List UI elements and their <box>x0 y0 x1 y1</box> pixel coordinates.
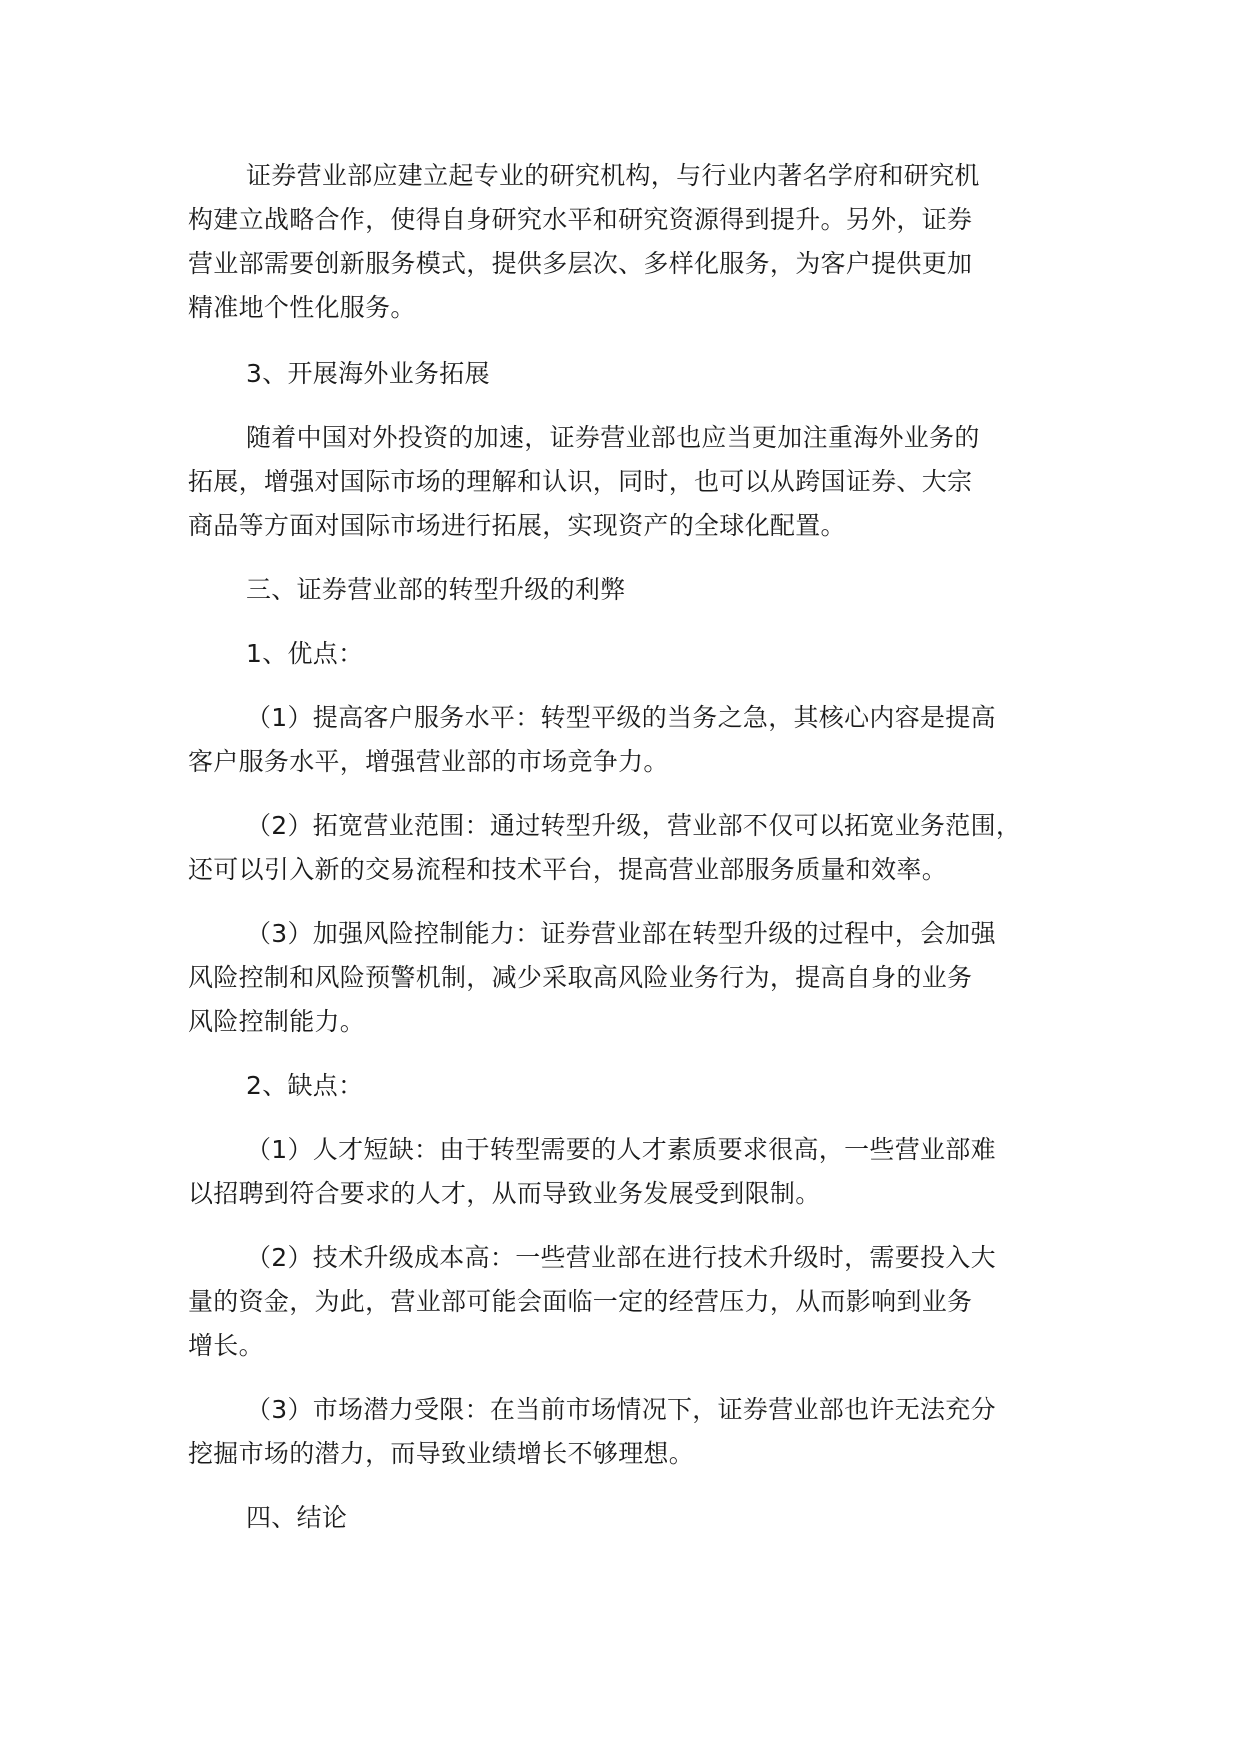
paragraph-advantage-3: （3）加强风险控制能力：证券营业部在转型升级的过程中，会加强 风险控制和风险预警机制，减少采取高风险业务行为，提高自身的业务 风险控制能力。 <box>188 919 996 1036</box>
paragraph-disadvantage-3: （3）市场潜力受限：在当前市场情况下，证券营业部也许无法充分 挖掘市场的潜力，而导致业绩增长不够理想。 <box>188 1395 996 1468</box>
heading-disadvantages: 2、缺点： <box>246 1071 364 1100</box>
paragraph-advantage-2: （2）拓宽营业范围：通过转型升级，营业部不仅可以拓宽业务范围， 还可以引入新的交易流程和技术平台，提高营业部服务质量和效率。 <box>188 811 1022 884</box>
paragraph-research-institutions: 证券营业部应建立起专业的研究机构，与行业内著名学府和研究机 构建立战略合作，使得自身研究水平和研究资源得到提升。另外，证券 营业部需要创新服务模式，提供多层次、多样化服务，为客户提供更加 精准地个性化服务。 <box>188 161 980 322</box>
paragraph-disadvantage-1: （1）人才短缺：由于转型需要的人才素质要求很高，一些营业部难 以招聘到符合要求的人才，从而导致业务发展受到限制。 <box>188 1135 996 1208</box>
heading-advantages: 1、优点： <box>246 639 364 668</box>
heading-overseas-expansion: 3、开展海外业务拓展 <box>246 359 490 388</box>
paragraph-advantage-1: （1）提高客户服务水平：转型平级的当务之急，其核心内容是提高 客户服务水平，增强营业部的市场竞争力。 <box>188 703 996 776</box>
paragraph-disadvantage-2: （2）技术升级成本高：一些营业部在进行技术升级时，需要投入大 量的资金，为此，营业部可能会面临一定的经营压力，从而影响到业务 增长。 <box>188 1243 996 1360</box>
document-body <box>188 154 1078 1540</box>
section-heading-conclusion: 四、结论 <box>246 1503 348 1532</box>
paragraph-overseas-business: 随着中国对外投资的加速，证券营业部也应当更加注重海外业务的 拓展，增强对国际市场的理解和认识，同时，也可以从跨国证券、大宗 商品等方面对国际市场进行拓展，实现资产的全球化配置。 <box>188 423 980 540</box>
section-heading-pros-cons: 三、证券营业部的转型升级的利弊 <box>246 575 626 604</box>
